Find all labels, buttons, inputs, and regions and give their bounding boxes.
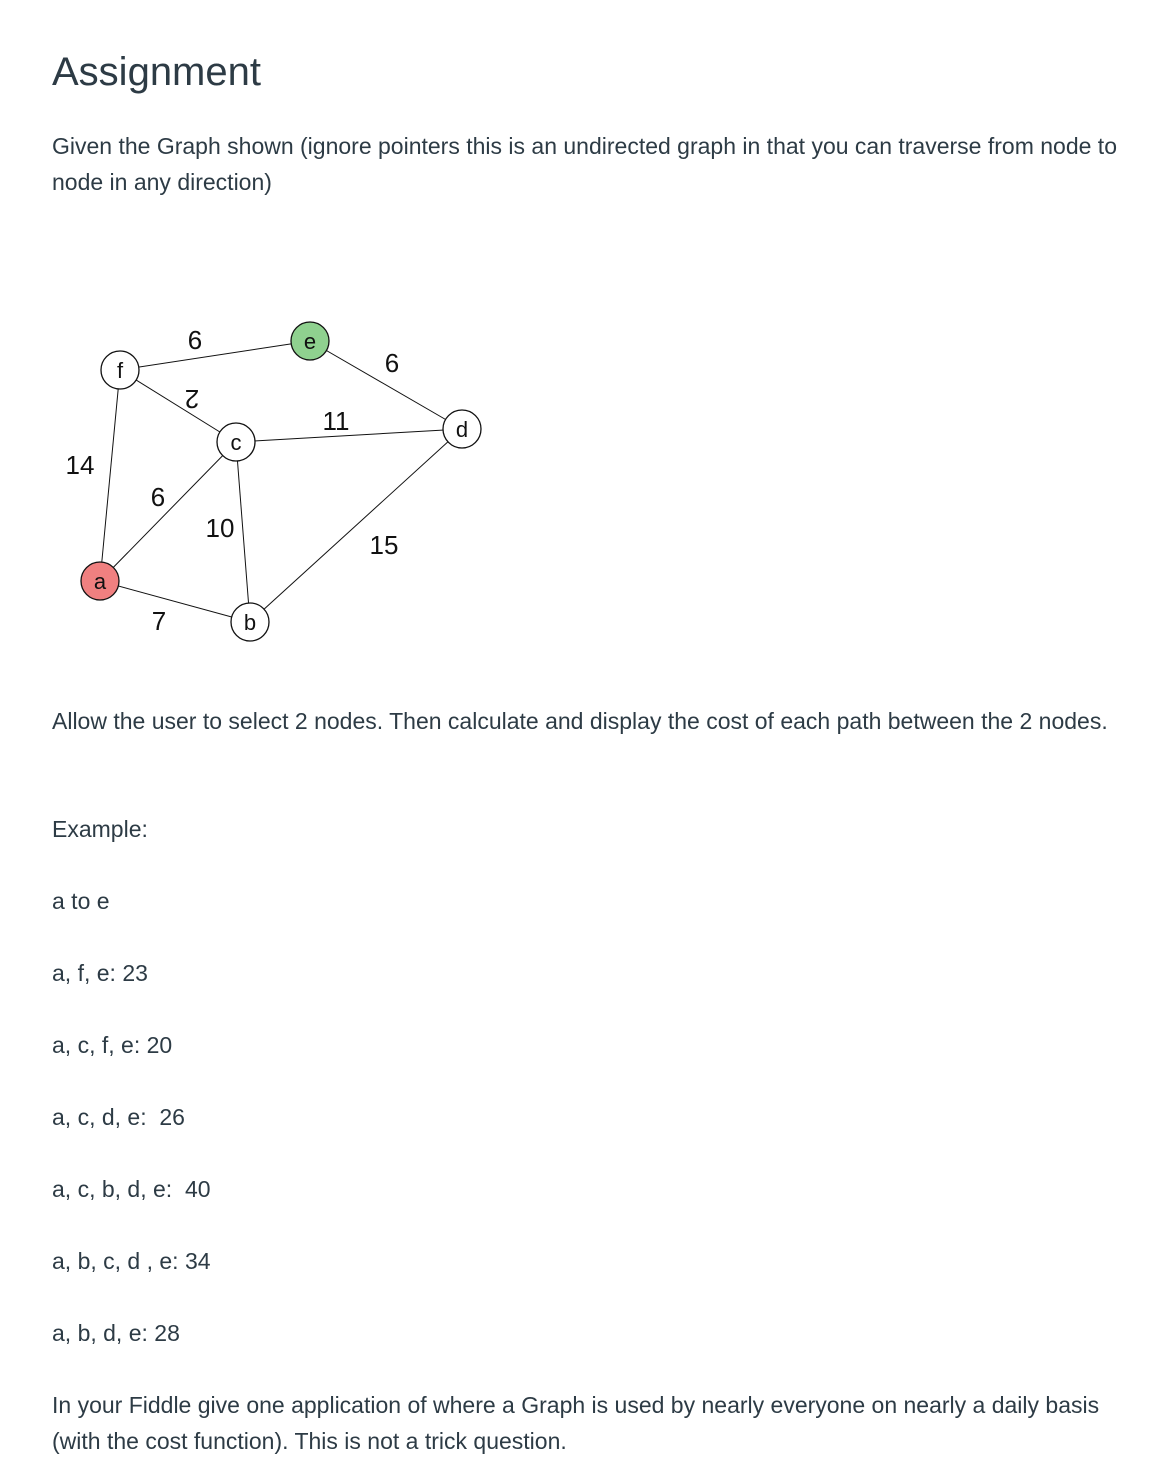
edge-f-e (120, 341, 310, 370)
node-a[interactable] (81, 562, 119, 600)
example-label: Example: (52, 816, 148, 842)
edge-c-b (236, 442, 250, 622)
example-line: a, f, e: 23 (52, 960, 148, 986)
intro-paragraph: Given the Graph shown (ignore pointers this is an undirected graph in that you can traverse from node to node in any direction) (52, 133, 1117, 195)
weight-c-d: 11 (322, 406, 350, 436)
weight-a-c: 9 (150, 482, 166, 512)
weight-e-d: 6 (384, 348, 400, 378)
node-d-label: d (455, 417, 469, 442)
weight-f-e: 9 (187, 325, 203, 355)
weight-b-d: 15 (369, 530, 399, 560)
node-f[interactable] (101, 351, 139, 389)
edge-f-c (120, 370, 236, 442)
node-a-label: a (93, 569, 107, 594)
node-b-label: b (243, 610, 257, 635)
node-e[interactable] (291, 322, 329, 360)
graph-diagram (50, 318, 510, 648)
node-e-label: e (303, 329, 317, 354)
edge-a-c (100, 442, 236, 581)
instruction-paragraph: Allow the user to select 2 nodes. Then calculate and display the cost of each path between the 2 nodes. (52, 708, 1108, 734)
node-c[interactable] (217, 423, 255, 461)
weight-f-a: 14 (65, 450, 95, 480)
example-line: a, c, f, e: 20 (52, 1032, 173, 1058)
example-line: a, b, d, e: 28 (52, 1320, 180, 1346)
question-paragraph: In your Fiddle give one application of where a Graph is used by nearly everyone on nearly a daily basis (with the cost function). This is not a trick question. (52, 1392, 1100, 1454)
node-c-label: c (230, 430, 242, 455)
example-line: a, c, b, d, e: 40 (52, 1176, 211, 1202)
example-line: a, b, c, d , e: 34 (52, 1248, 211, 1274)
node-d[interactable] (443, 410, 481, 448)
node-f-label: f (116, 358, 124, 383)
example-line: a to e (52, 888, 110, 914)
edge-a-b (100, 581, 250, 622)
node-b[interactable] (231, 603, 269, 641)
edge-f-a (100, 370, 120, 581)
page-title: Assignment (52, 50, 261, 94)
edge-b-d (250, 429, 462, 622)
weight-a-b: 7 (151, 606, 167, 636)
weight-f-c: 2 (184, 384, 200, 414)
example-line: a, c, d, e: 26 (52, 1104, 185, 1130)
weight-c-b: 10 (205, 513, 235, 543)
